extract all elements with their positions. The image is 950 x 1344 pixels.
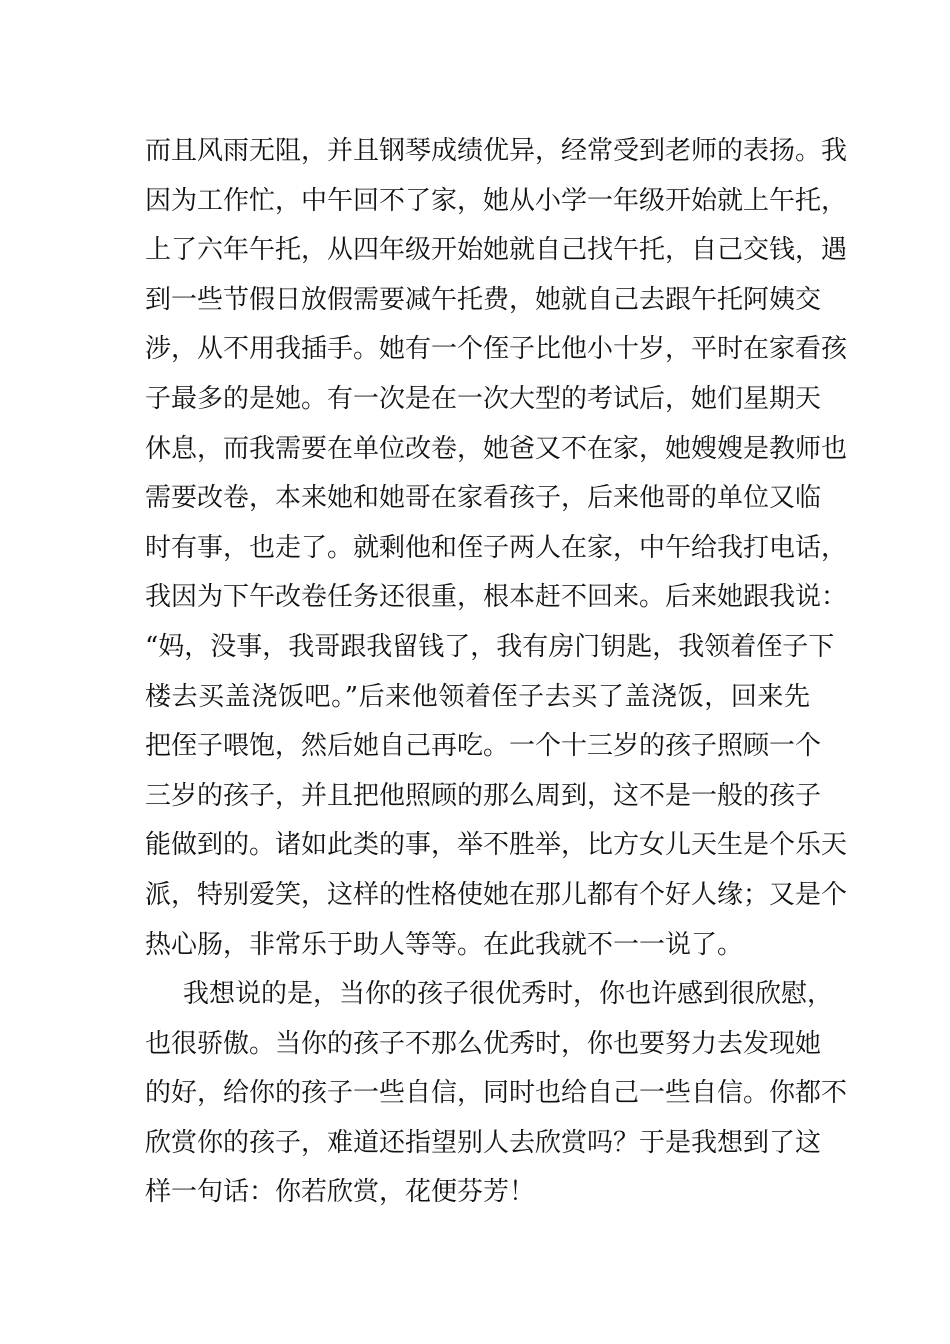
paragraph-1-line-5: 涉，从不用我插手。她有一个侄子比他小十岁，平时在家看孩: [145, 334, 848, 365]
paragraph-2-line-1: 我想说的是，当你的孩子很优秀时，你也许感到很欣慰，: [183, 979, 834, 1010]
paragraph-1-line-14: 三岁的孩子，并且把他照顾的那么周到，这不是一般的孩子: [145, 780, 822, 811]
paragraph-1-line-8: 需要改卷，本来她和她哥在家看孩子，后来他哥的单位又临: [145, 483, 822, 514]
paragraph-1-line-16: 派，特别爱笑，这样的性格使她在那儿都有个好人缘；又是个: [145, 879, 848, 910]
paragraph-1-line-11: “妈，没事，我哥跟我留钱了，我有房门钥匙，我领着侄子下: [145, 631, 835, 662]
paragraph-2-line-5: 样一句话：你若欣赏，花便芬芳！: [145, 1177, 536, 1208]
paragraph-1-line-9: 时有事，也走了。就剩他和侄子两人在家，中午给我打电话，: [145, 532, 848, 563]
paragraph-2-line-3: 的好，给你的孩子一些自信，同时也给自己一些自信。你都不: [145, 1078, 848, 1109]
paragraph-1-line-13: 把侄子喂饱，然后她自己再吃。一个十三岁的孩子照顾一个: [145, 731, 822, 762]
paragraph-1-line-3: 上了六年午托，从四年级开始她就自己找午托，自己交钱，遇: [145, 235, 848, 266]
paragraph-1: [145, 127, 848, 970]
paragraph-2: [145, 970, 848, 1218]
paragraph-1-line-15: 能做到的。诸如此类的事，举不胜举，比方女儿天生是个乐天: [145, 830, 848, 861]
paragraph-1-line-12: 楼去买盖浇饭吧。”后来他领着侄子去买了盖浇饭，回来先: [145, 681, 810, 712]
paragraph-2-line-2: 也很骄傲。当你的孩子不那么优秀时，你也要努力去发现她: [145, 1028, 822, 1059]
paragraph-1-line-6: 子最多的是她。有一次是在一次大型的考试后，她们星期天: [145, 383, 822, 414]
paragraph-1-line-4: 到一些节假日放假需要减午托费，她就自己去跟午托阿姨交: [145, 284, 822, 315]
paragraph-2-line-4: 欣赏你的孩子，难道还指望别人去欣赏吗？于是我想到了这: [145, 1127, 822, 1158]
paragraph-1-line-17: 热心肠，非常乐于助人等等。在此我就不一一说了。: [145, 929, 744, 960]
paragraph-1-line-7: 休息，而我需要在单位改卷，她爸又不在家，她嫂嫂是教师也: [145, 433, 848, 464]
paragraph-1-line-10: 我因为下午改卷任务还很重，根本赶不回来。后来她跟我说：: [145, 582, 848, 613]
paragraph-1-line-2: 因为工作忙，中午回不了家，她从小学一年级开始就上午托，: [145, 185, 848, 216]
document-body: [145, 127, 848, 1218]
paragraph-1-line-1: 而且风雨无阻，并且钢琴成绩优异，经常受到老师的表扬。我: [145, 136, 848, 166]
